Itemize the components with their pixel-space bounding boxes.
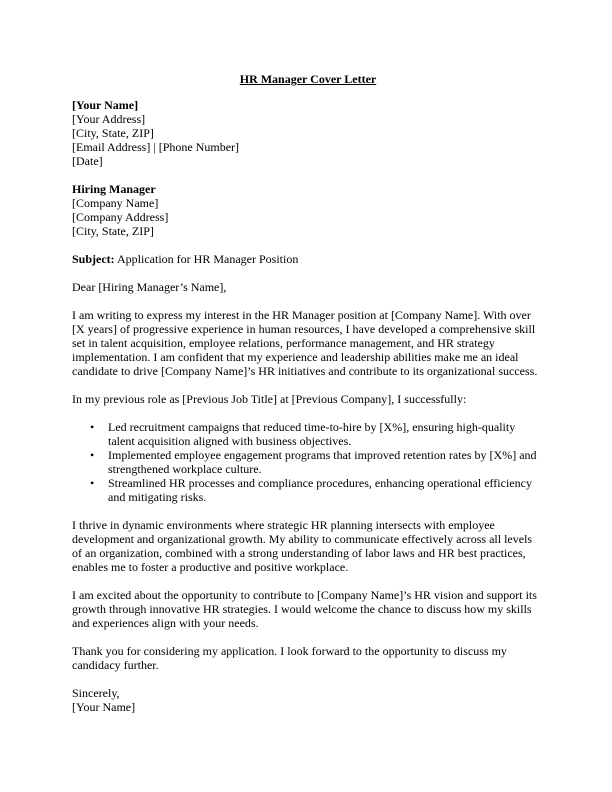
subject-label: Subject: bbox=[72, 252, 115, 266]
sender-address: [Your Address] bbox=[72, 112, 146, 126]
recipient-heading: Hiring Manager bbox=[72, 182, 156, 196]
bullet-icon: • bbox=[90, 448, 95, 462]
achievement-text: Implemented employee engagement programs that improved retention rates by [X%] and strengthened workplace culture. bbox=[108, 448, 537, 476]
bullet-icon: • bbox=[90, 420, 95, 434]
thrive-paragraph: I thrive in dynamic environments where strategic HR planning intersects with employee development and organizational growth. My ability to communicate effectively across all levels of an organization, combined with a strong understanding of labor laws and HR best practices, enables me to foster a productive and positive workplace. bbox=[72, 518, 533, 574]
closing-block bbox=[72, 686, 544, 714]
list-item bbox=[72, 420, 544, 448]
bullet-icon: • bbox=[90, 476, 95, 490]
thanks-paragraph: Thank you for considering my application. I look forward to the opportunity to discuss my candidacy further. bbox=[72, 644, 507, 672]
sender-block bbox=[72, 98, 544, 168]
sender-date: [Date] bbox=[72, 154, 103, 168]
salutation: Dear [Hiring Manager’s Name], bbox=[72, 280, 227, 294]
list-item bbox=[72, 476, 544, 504]
excited-paragraph: I am excited about the opportunity to contribute to [Company Name]’s HR vision and support its growth through innovative HR strategies. I would welcome the chance to discuss how my skills and experiences align with your needs. bbox=[72, 588, 537, 630]
intro-paragraph: I am writing to express my interest in the HR Manager position at [Company Name]. With over [X years] of progressive experience in human resources, I have developed a comprehensive skill set in talent acquisition, employee relations, performance management, and HR strategy implementation. I am confident that my experience and leadership abilities make me an ideal candidate to drive [Company Name]’s HR initiatives and contribute to its organizational success. bbox=[72, 308, 538, 378]
document-title: HR Manager Cover Letter bbox=[239, 72, 377, 86]
sender-name: [Your Name] bbox=[72, 98, 139, 112]
list-item bbox=[72, 448, 544, 476]
achievement-text: Streamlined HR processes and compliance procedures, enhancing operational efficiency and mitigating risks. bbox=[108, 476, 532, 504]
recipient-block bbox=[72, 182, 544, 238]
sender-contact: [Email Address] | [Phone Number] bbox=[72, 140, 240, 154]
closing-name: [Your Name] bbox=[72, 700, 136, 714]
subject-line bbox=[72, 252, 544, 266]
sender-city: [City, State, ZIP] bbox=[72, 126, 154, 140]
recipient-company-address: [Company Address] bbox=[72, 210, 169, 224]
subject-text: Application for HR Manager Position bbox=[114, 252, 299, 266]
closing-signoff: Sincerely, bbox=[72, 686, 120, 700]
recipient-company-name: [Company Name] bbox=[72, 196, 159, 210]
achievement-text: Led recruitment campaigns that reduced time-to-hire by [X%], ensuring high-quality talent acquisition aligned with business objectives. bbox=[108, 420, 516, 448]
letter-page bbox=[72, 72, 544, 728]
achievements-list bbox=[72, 420, 544, 504]
previous-role-paragraph: In my previous role as [Previous Job Title] at [Previous Company], I successfully: bbox=[72, 392, 467, 406]
recipient-city: [City, State, ZIP] bbox=[72, 224, 154, 238]
